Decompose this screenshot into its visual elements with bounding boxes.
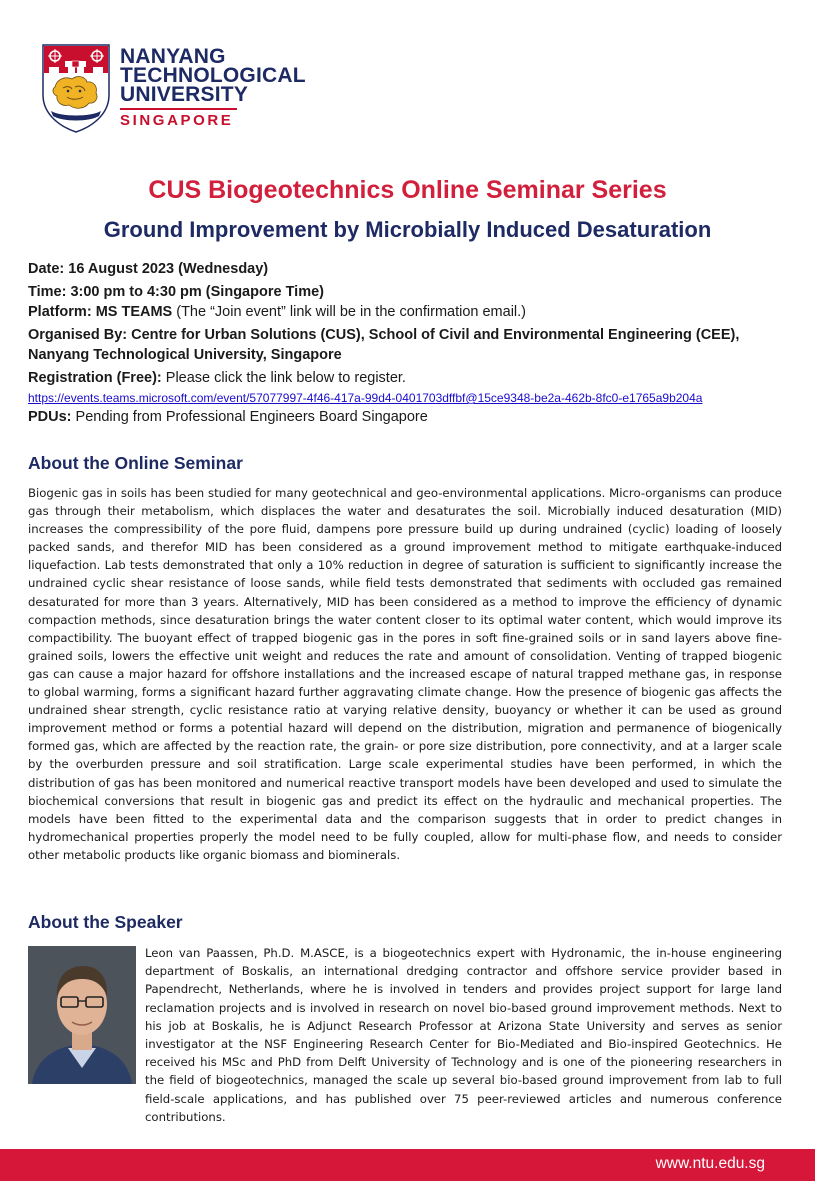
pdus-label: PDUs: [28,409,72,425]
university-wordmark [120,47,306,129]
event-time: Time: 3:00 pm to 4:30 pm (Singapore Time) [28,284,324,300]
university-logo [41,43,306,133]
event-date: Date: 16 August 2023 (Wednesday) [28,261,269,277]
seminar-subtitle: Ground Improvement by Microbially Induced Desaturation [103,217,712,242]
speaker-photo [28,946,136,1084]
logo-line-singapore: SINGAPORE [120,112,234,129]
pdus-text: Pending from Professional Engineers Board Singapore [71,409,428,425]
about-speaker-body: Leon van Paassen, Ph.D. M.ASCE, is a biogeotechnics expert with Hydronamic, the in-house engineering department of Boskalis, an international dredging contractor and offshore service provider based in Papendrecht, Netherlands, where he is involved in tenders and provides project support for large land reclamation projects and is involved in research on novel bio-based ground improvement methods. Next to his job at Boskalis, he is Adjunct Research Professor at Arizona State University and serves as senior investigator at the NSF Engineering Research Center for Bio-Mediated and Bio-inspired Geotechnics. He received his MSc and PhD from Delft University of Technology and is one of the pioneering researchers in the field of biogeotechnics, managed the scale up several bio-based ground improvement from lab to full field-scale applications, and has published over 75 peer-reviewed articles and numerous conference contributions. [145,946,782,1124]
platform-note: (The “Join event” link will be in the confirmation email.) [172,304,526,320]
organiser-line-2: Nanyang Technological University, Singapore [28,347,342,363]
event-platform [28,302,798,322]
about-seminar-heading: About the Online Seminar [28,453,243,473]
speaker-portrait-image [28,946,136,1084]
registration-info [28,368,798,388]
registration-label: Registration (Free): [28,370,162,386]
logo-line-nanyang: NANYANG [120,45,226,68]
logo-divider [120,108,237,110]
pdus-info [28,407,798,427]
organiser-line-1: Organised By: Centre for Urban Solutions (CUS), School of Civil and Environmental Engineering (CEE), [28,327,740,343]
registration-text: Please click the link below to register. [161,370,406,386]
footer-bar [0,1149,815,1181]
event-details [28,259,798,427]
platform-label: Platform: [28,304,92,320]
registration-link[interactable]: https://events.teams.microsoft.com/event/57077997-4f46-417a-99d4-0401703dffbf@15ce9348-be2a-462b-8fc0-e1765a9b204a [28,391,703,405]
logo-line-university: UNIVERSITY [120,83,249,106]
about-speaker-heading: About the Speaker [28,912,183,932]
footer-website-link[interactable]: www.ntu.edu.sg [655,1155,765,1172]
seminar-series-title: CUS Biogeotechnics Online Seminar Series [148,176,667,204]
university-crest-icon [41,43,111,133]
logo-line-technological: TECHNOLOGICAL [120,64,306,87]
about-seminar-body: Biogenic gas in soils has been studied for many geotechnical and geo-environmental applications. Micro-organisms can produce gas through their metabolism, which displaces the water and desaturates the soil. Microbially induced desaturation (MID) increases the compressibility of the pore fluid, dampens pore pressure build up during undrained (cyclic) loading of loosely packed sands, and therefor MID has been considered as a ground improvement method to mitigate earthquake-induced liquefaction. Lab tests demonstrated that only a 10% reduction in degree of saturation is sufficient to significantly increase the undrained cyclic shear resistance of loose sands, while field tests demonstrated that sediments with occluded gas remained desaturated for more than 3 years. Alternatively, MID has been considered as a method to improve the efficiency of dynamic compaction methods, since desaturation brings the water content closer to its optimal water content, which would improve its compactibility. The buoyant effect of trapped biogenic gas in the pores in soft fine-grained soils or in sand layers above fine-grained soils, lowers the effective unit weight and reduces the rate and amount of consolidation. Venting of trapped biogenic gas can cause a major hazard for offshore installations and the increased escape of natural trapped methane gas, in response to global warming, forms a significant hazard further aggravating climate change. How the presence of biogenic gas affects the undrained shear strength, cyclic resistance ratio at varying relative density, buoyancy or whether it can be used as ground improvement method or forms a potential hazard will depend on the distribution, migration and permanence of biogenically formed gas, which are affected by the reaction rate, the grain- or pore size distribution, pore connectivity, and at a larger scale by the overburden pressure and soil stratification. Large scale experimental studies have been performed, in which the distribution of gas has been monitored and numerical reactive transport models have been developed and used to simulate the biochemical conversions that result in biogenic gas and predict its effect on the hydraulic and mechanical properties. The models have been fitted to the experimental data and the comparison suggests that in order to predict changes in hydromechanical properties properly the model need to be fully coupled, allow for multi-phase flow, and needs to consider other metabolic products like organic biomass and biominerals. [28,486,782,862]
platform-value: MS TEAMS [95,304,173,320]
